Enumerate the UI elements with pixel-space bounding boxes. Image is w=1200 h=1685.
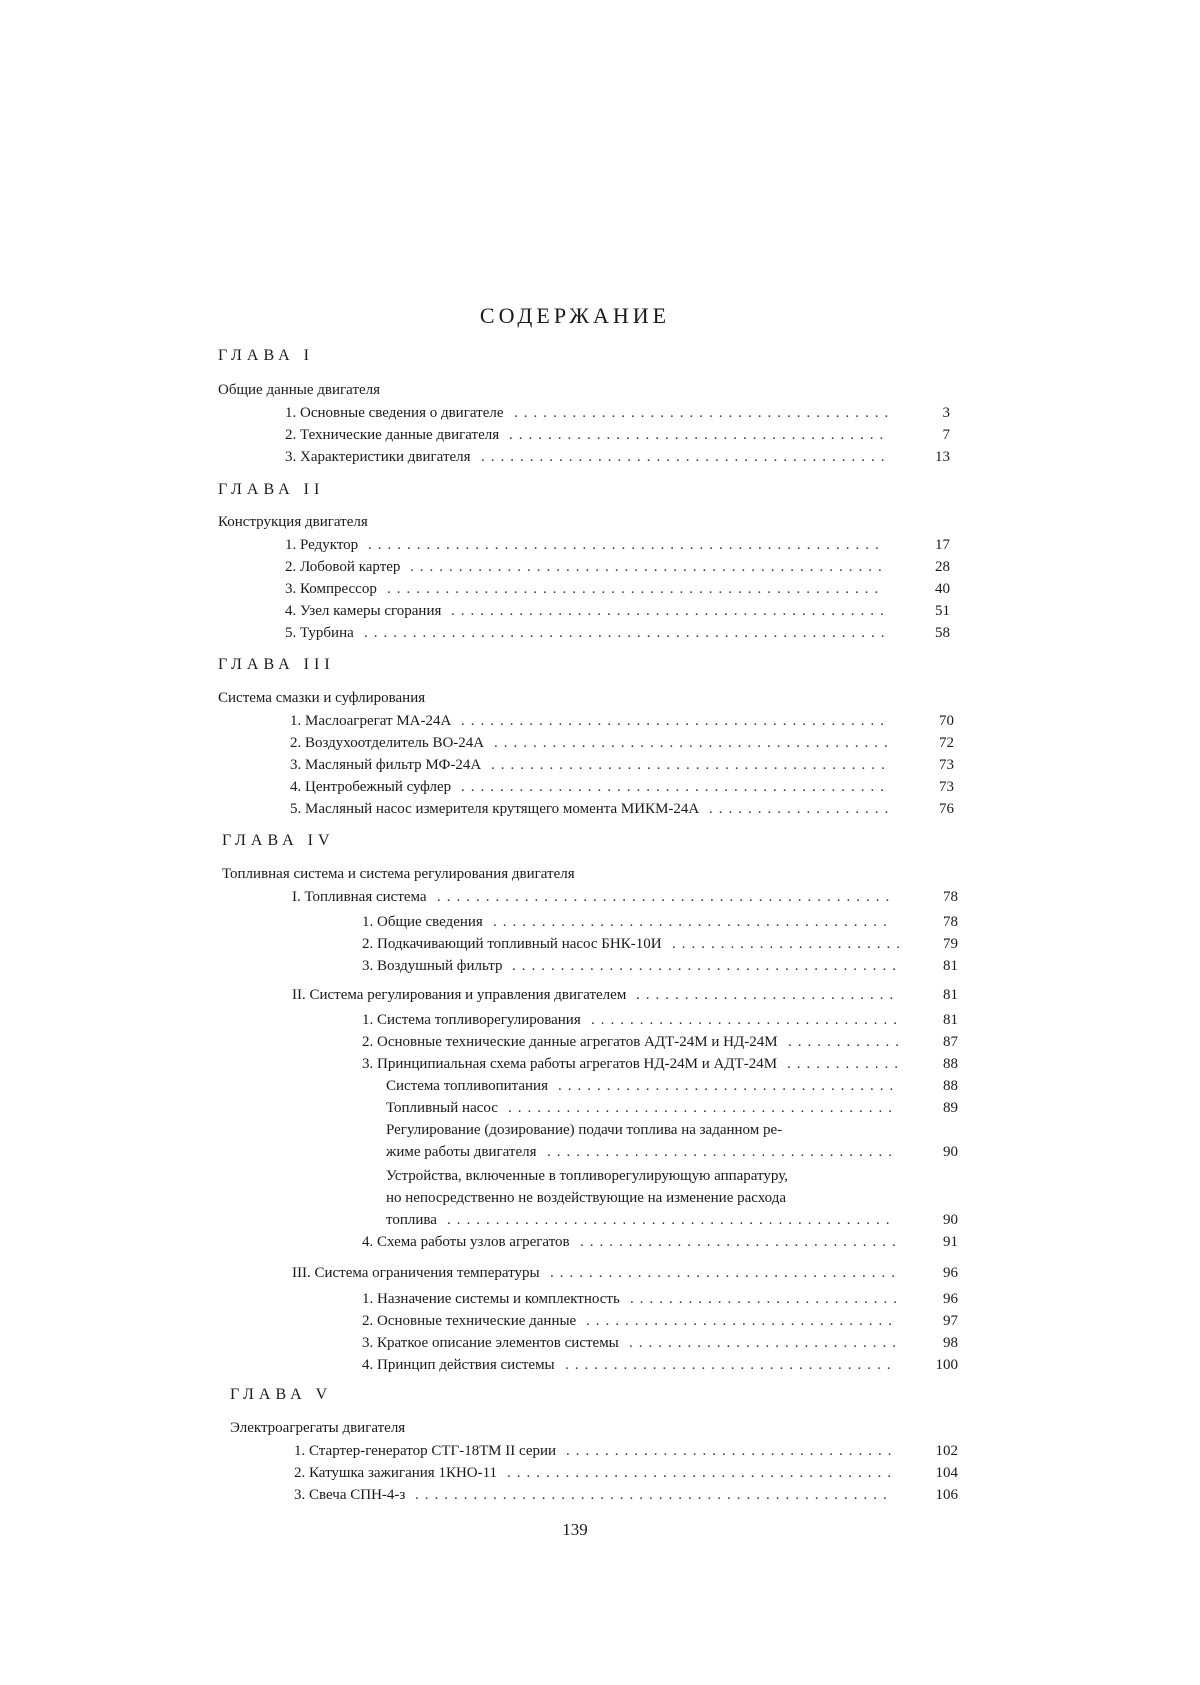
dot-leader: ................................ <box>591 1012 903 1028</box>
dot-leader: ................................................... <box>387 581 885 597</box>
entry-page: 91 <box>943 1234 958 1250</box>
toc-entry[interactable] <box>290 733 954 753</box>
entry-title: 1. Система топливорегулирования <box>362 1010 587 1030</box>
entry-title: 2. Воздухоотделитель ВО-24А <box>290 733 490 753</box>
entry-title: III. Система ограничения температуры <box>292 1263 546 1283</box>
entry-title: 2. Основные технические данные агрегатов АДТ-24М и НД-24М <box>362 1032 784 1052</box>
entry-title: 4. Принцип действия системы <box>362 1355 561 1375</box>
toc-entry[interactable] <box>362 1010 958 1030</box>
toc-entry[interactable] <box>292 985 958 1005</box>
entry-title: 1. Стартер-генератор СТГ-18ТМ II серии <box>294 1441 562 1461</box>
entry-page: 97 <box>943 1313 958 1329</box>
page-title: СОДЕРЖАНИЕ <box>479 303 671 328</box>
dot-leader: ............ <box>787 1056 904 1072</box>
entry-page: 106 <box>935 1487 958 1503</box>
entry-title: Топливный насос <box>386 1098 504 1118</box>
dot-leader: ................................ <box>586 1313 898 1329</box>
entry-page: 87 <box>943 1034 958 1050</box>
toc-entry[interactable] <box>294 1463 958 1483</box>
toc-entry[interactable] <box>290 777 954 797</box>
chapter-heading: Конструкция двигателя <box>218 514 368 530</box>
dot-leader: ................................. <box>580 1234 902 1250</box>
toc-entry[interactable] <box>362 1032 958 1052</box>
entry-title: 3. Масляный фильтр МФ-24А <box>290 755 487 775</box>
toc-entry[interactable] <box>285 557 950 577</box>
dot-leader: ........................ <box>672 936 906 952</box>
entry-title: 1. Основные сведения о двигателе <box>285 403 510 423</box>
toc-entry[interactable] <box>362 1333 958 1353</box>
entry-page: 17 <box>935 537 950 553</box>
chapter-heading: Топливная система и система регулирования двигателя <box>222 866 575 882</box>
toc-entry[interactable] <box>386 1076 958 1096</box>
toc-entry[interactable] <box>290 755 954 775</box>
entry-title: 3. Компрессор <box>285 579 383 599</box>
entry-title: 2. Технические данные двигателя <box>285 425 505 445</box>
entry-title: 3. Свеча СПН-4-з <box>294 1485 411 1505</box>
entry-title: 3. Краткое описание элементов системы <box>362 1333 625 1353</box>
entry-page: 79 <box>943 936 958 952</box>
entry-page: 78 <box>943 889 958 905</box>
dot-leader: ................... <box>709 801 895 817</box>
entry-title-line: но непосредственно не воздействующие на изменение расхода <box>386 1190 787 1206</box>
entry-title: 1. Маслоагрегат МА-24А <box>290 711 457 731</box>
toc-entry[interactable] <box>362 934 958 954</box>
toc-entry[interactable] <box>362 1054 958 1074</box>
dot-leader: ......................................... <box>493 914 893 930</box>
entry-page: 73 <box>939 757 954 773</box>
dot-leader: ............................................... <box>437 889 896 905</box>
entry-title: 4. Узел камеры сгорания <box>285 601 447 621</box>
dot-leader: ......................................... <box>494 735 894 751</box>
dot-leader: .................................. <box>566 1443 898 1459</box>
chapter-heading: Общие данные двигателя <box>218 382 381 398</box>
entry-title: I. Топливная система <box>292 887 433 907</box>
entry-title: II. Система регулирования и управления двигателем <box>292 985 632 1005</box>
chapter-heading: Электроагрегаты двигателя <box>230 1420 406 1436</box>
entry-title: 4. Схема работы узлов агрегатов <box>362 1232 576 1252</box>
chapter-heading: Система смазки и суфлирования <box>218 690 426 706</box>
entry-title: жиме работы двигателя <box>386 1142 543 1162</box>
toc-entry[interactable] <box>362 1355 958 1375</box>
toc-entry[interactable] <box>285 623 950 643</box>
entry-page: 89 <box>943 1100 958 1116</box>
entry-title: 2. Основные технические данные <box>362 1311 582 1331</box>
entry-page: 78 <box>943 914 958 930</box>
entry-page: 98 <box>943 1335 958 1351</box>
dot-leader: ............................................ <box>461 713 890 729</box>
toc-entry[interactable] <box>294 1485 958 1505</box>
dot-leader: ............................................. <box>451 603 890 619</box>
entry-page: 100 <box>935 1357 958 1373</box>
dot-leader: ........................................ <box>508 1100 898 1116</box>
dot-leader: ....................................... <box>514 405 895 421</box>
entry-title-line: Устройства, включенные в топливорегулирующую аппаратуру, <box>386 1168 788 1184</box>
entry-page: 28 <box>935 559 950 575</box>
dot-leader: ............ <box>788 1034 905 1050</box>
toc-entry[interactable] <box>285 403 950 423</box>
entry-title: Система топливопитания <box>386 1076 554 1096</box>
dot-leader: .................................... <box>550 1265 901 1281</box>
toc-entry[interactable] <box>386 1142 958 1162</box>
toc-entry[interactable] <box>362 1311 958 1331</box>
entry-page: 13 <box>935 449 950 465</box>
entry-page: 104 <box>935 1465 958 1481</box>
dot-leader: ......................................... <box>491 757 891 773</box>
entry-title: 2. Катушка зажигания 1КНО-11 <box>294 1463 503 1483</box>
toc-entry[interactable] <box>285 535 950 555</box>
dot-leader: ............................................ <box>461 779 890 795</box>
entry-page: 81 <box>943 958 958 974</box>
dot-leader: .......................................... <box>481 449 891 465</box>
entry-page: 81 <box>943 987 958 1003</box>
chapter-label: ГЛАВА II <box>218 481 325 498</box>
entry-page: 96 <box>943 1265 958 1281</box>
entry-title: 5. Масляный насос измерителя крутящего момента МИКМ-24А <box>290 799 705 819</box>
dot-leader: ....................................... <box>509 427 890 443</box>
dot-leader: ........................... <box>636 987 900 1003</box>
dot-leader: .................................. <box>565 1357 897 1373</box>
entry-page: 73 <box>939 779 954 795</box>
entry-title: 3. Принципиальная схема работы агрегатов НД-24М и АДТ-24М <box>362 1054 783 1074</box>
entry-page: 72 <box>939 735 954 751</box>
entry-title: 1. Редуктор <box>285 535 364 555</box>
entry-page: 90 <box>943 1144 958 1160</box>
entry-title: 1. Назначение системы и комплектность <box>362 1289 626 1309</box>
toc-entry[interactable] <box>292 1263 958 1283</box>
toc-entry[interactable] <box>362 956 958 976</box>
toc-entry[interactable] <box>294 1441 958 1461</box>
entry-page: 76 <box>939 801 954 817</box>
dot-leader: ................................... <box>558 1078 900 1094</box>
entry-title: 3. Воздушный фильтр <box>362 956 508 976</box>
entry-page: 90 <box>943 1212 958 1228</box>
entry-page: 88 <box>943 1078 958 1094</box>
page-number: 139 <box>562 1520 588 1539</box>
entry-page: 81 <box>943 1012 958 1028</box>
toc-entry[interactable] <box>292 887 958 907</box>
chapter-label: ГЛАВА IV <box>222 832 335 849</box>
toc-entry[interactable] <box>285 579 950 599</box>
dot-leader: ............................ <box>630 1291 903 1307</box>
entry-page: 51 <box>935 603 950 619</box>
entry-page: 96 <box>943 1291 958 1307</box>
entry-title: 1. Общие сведения <box>362 912 489 932</box>
chapter-label: ГЛАВА V <box>230 1386 333 1403</box>
dot-leader: .................................... <box>547 1144 898 1160</box>
toc-entry[interactable] <box>285 447 950 467</box>
dot-leader: ........................................ <box>512 958 902 974</box>
toc-entry[interactable] <box>290 711 954 731</box>
dot-leader: ..................................................... <box>368 537 885 553</box>
toc-entry[interactable] <box>386 1210 958 1230</box>
entry-title: 4. Центробежный суфлер <box>290 777 457 797</box>
dot-leader: ........................................ <box>507 1465 897 1481</box>
dot-leader: ................................................. <box>410 559 888 575</box>
entry-page: 40 <box>935 581 950 597</box>
entry-page: 3 <box>942 405 950 421</box>
entry-page: 88 <box>943 1056 958 1072</box>
entry-title: 3. Характеристики двигателя <box>285 447 477 467</box>
entry-title: 2. Лобовой картер <box>285 557 406 577</box>
entry-page: 58 <box>935 625 950 641</box>
chapter-label: ГЛАВА I <box>218 347 314 364</box>
entry-title: топлива <box>386 1210 443 1230</box>
toc-entry[interactable] <box>285 425 950 445</box>
dot-leader: .............................................. <box>447 1212 896 1228</box>
entry-page: 70 <box>939 713 954 729</box>
toc-entry[interactable] <box>362 1232 958 1252</box>
toc-entry[interactable] <box>362 1289 958 1309</box>
toc-entry[interactable] <box>386 1098 958 1118</box>
dot-leader: ............................ <box>629 1335 902 1351</box>
dot-leader: ................................................. <box>415 1487 893 1503</box>
entry-page: 7 <box>942 427 950 443</box>
entry-page: 102 <box>935 1443 958 1459</box>
entry-title: 5. Турбина <box>285 623 360 643</box>
toc-entry[interactable] <box>362 912 958 932</box>
toc-entry[interactable] <box>285 601 950 621</box>
entry-title-line: Регулирование (дозирование) подачи топлива на заданном ре- <box>386 1122 783 1138</box>
dot-leader: ...................................................... <box>364 625 891 641</box>
toc-entry[interactable] <box>290 799 954 819</box>
chapter-label: ГЛАВА III <box>218 656 335 673</box>
entry-title: 2. Подкачивающий топливный насос БНК-10И <box>362 934 668 954</box>
